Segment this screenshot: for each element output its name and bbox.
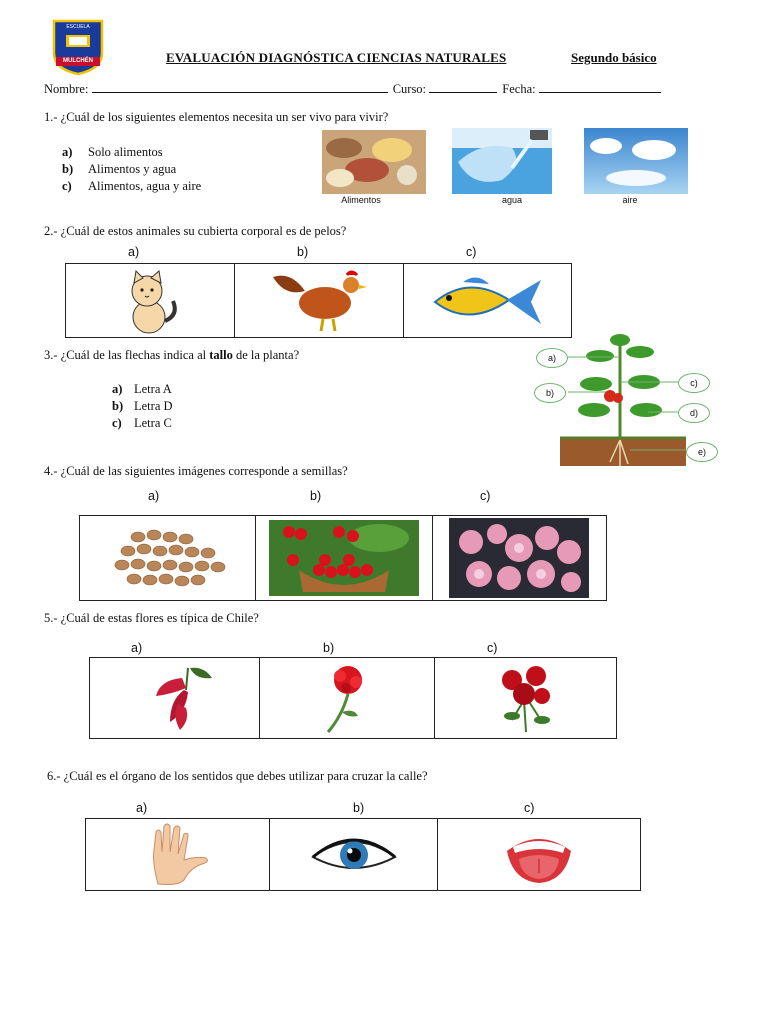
question-6-text: 6.- ¿Cuál es el órgano de los sentidos que debes utilizar para cruzar la calle? xyxy=(47,769,428,783)
option-text: Alimentos y agua xyxy=(88,162,177,176)
air-image xyxy=(584,128,688,194)
q2-option-c-cell[interactable] xyxy=(404,264,571,337)
grade-level: Segundo básico xyxy=(571,50,657,65)
water-image xyxy=(452,128,552,194)
q6-option-b-cell[interactable] xyxy=(270,819,437,890)
food-caption: Alimentos xyxy=(341,195,381,205)
q5-letter-c: c) xyxy=(487,641,498,655)
student-info-line xyxy=(44,80,684,98)
q3-text-start: 3.- ¿Cuál de las flechas indica al xyxy=(44,348,210,362)
question-3-text xyxy=(44,348,299,363)
question-4-text: 4.- ¿Cuál de las siguientes imágenes corresponde a semillas? xyxy=(44,464,348,478)
q5-letter-b: b) xyxy=(323,641,335,655)
date-label: Fecha: xyxy=(502,82,536,96)
seeds-icon xyxy=(98,523,238,593)
q2-options-table xyxy=(65,263,572,338)
q6-letter-b: b) xyxy=(353,801,365,815)
plant-label-a: a) xyxy=(536,348,568,368)
page-title: EVALUACIÓN DIAGNÓSTICA CIENCIAS NATURALES xyxy=(166,50,507,65)
fish-icon xyxy=(429,270,545,332)
logo-top-text: ESCUELA xyxy=(66,24,90,30)
q2-letter-c: c) xyxy=(466,245,477,259)
school-logo xyxy=(50,19,106,75)
course-field[interactable] xyxy=(429,80,497,93)
option-letter: a) xyxy=(112,382,123,396)
water-caption: agua xyxy=(501,195,523,205)
question-2-text: 2.- ¿Cuál de estos animales su cubierta corporal es de pelos? xyxy=(44,224,347,238)
option-letter: c) xyxy=(112,416,122,430)
q2-letter-a: a) xyxy=(128,245,140,259)
plant-diagram xyxy=(530,332,722,468)
course-label: Curso: xyxy=(392,82,427,96)
q5-option-a-cell[interactable] xyxy=(90,658,260,738)
question-1-text: 1.- ¿Cuál de los siguientes elementos necesita un ser vivo para vivir? xyxy=(44,110,389,124)
food-image xyxy=(322,130,426,194)
q2-letter-b: b) xyxy=(297,245,309,259)
logo-bottom-text: MULCHÉN xyxy=(63,58,93,64)
q4-options-table xyxy=(79,515,607,601)
plant-label-e: e) xyxy=(686,442,718,462)
q3-text-end: de la planta? xyxy=(232,348,300,362)
option-text: Letra A xyxy=(134,382,172,396)
q3-text-bold: tallo xyxy=(209,348,233,362)
q4-option-a-cell[interactable] xyxy=(80,516,256,600)
q1-option-c[interactable] xyxy=(62,179,201,194)
rooster-icon xyxy=(267,267,371,335)
carnation-flower-icon xyxy=(312,660,382,736)
option-letter: b) xyxy=(62,162,74,176)
roses-icon xyxy=(486,660,566,736)
q3-option-c[interactable] xyxy=(112,416,172,431)
cherries-icon xyxy=(269,520,419,596)
option-text: Letra C xyxy=(134,416,172,430)
q4-option-b-cell[interactable] xyxy=(256,516,432,600)
plant-label-c: c) xyxy=(678,373,710,393)
q4-option-c-cell[interactable] xyxy=(433,516,606,600)
cat-icon xyxy=(115,267,185,335)
plant-label-b: b) xyxy=(534,383,566,403)
mouth-tongue-icon xyxy=(503,825,575,885)
option-letter: a) xyxy=(62,145,73,159)
q4-letter-c: c) xyxy=(480,489,491,503)
hand-icon xyxy=(138,822,218,888)
q5-options-table xyxy=(89,657,617,739)
q4-letter-a: a) xyxy=(148,489,160,503)
q4-letter-b: b) xyxy=(310,489,322,503)
option-text: Letra D xyxy=(134,399,173,413)
date-field[interactable] xyxy=(539,80,661,93)
question-5-text: 5.- ¿Cuál de estas flores es típica de Chile? xyxy=(44,611,259,625)
eye-icon xyxy=(309,835,399,875)
air-caption: aire xyxy=(622,195,638,205)
option-letter: b) xyxy=(112,399,124,413)
q1-option-a[interactable] xyxy=(62,145,163,160)
q5-option-b-cell[interactable] xyxy=(260,658,435,738)
q6-letter-c: c) xyxy=(524,801,535,815)
plant-label-d: d) xyxy=(678,403,710,423)
q3-option-a[interactable] xyxy=(112,382,172,397)
q2-option-b-cell[interactable] xyxy=(235,264,403,337)
blossoms-icon xyxy=(449,518,589,598)
name-field[interactable] xyxy=(92,80,388,93)
q3-option-b[interactable] xyxy=(112,399,173,414)
q5-option-c-cell[interactable] xyxy=(435,658,616,738)
q6-option-a-cell[interactable] xyxy=(86,819,270,890)
q6-letter-a: a) xyxy=(136,801,148,815)
option-text: Alimentos, agua y aire xyxy=(88,179,202,193)
q6-option-c-cell[interactable] xyxy=(438,819,640,890)
option-letter: c) xyxy=(62,179,72,193)
q6-options-table xyxy=(85,818,641,891)
q2-option-a-cell[interactable] xyxy=(66,264,235,337)
q5-letter-a: a) xyxy=(131,641,143,655)
copihue-flower-icon xyxy=(130,660,220,736)
name-label: Nombre: xyxy=(44,82,89,96)
q1-option-b[interactable] xyxy=(62,162,176,177)
option-text: Solo alimentos xyxy=(88,145,163,159)
